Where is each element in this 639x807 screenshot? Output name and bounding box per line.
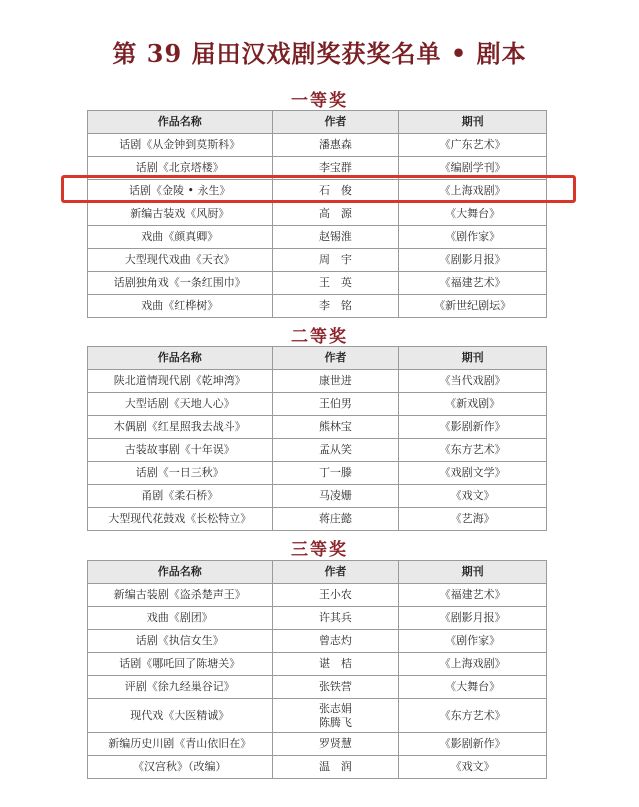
cell-work-title: 话剧《一日三秋》 [88,462,273,485]
cell-work-title: 戏曲《颜真卿》 [88,226,273,249]
cell-author: 赵锡淮 [272,226,399,249]
table-row [88,756,547,779]
table-row [88,630,547,653]
cell-work-title: 话剧独角戏《一条红围巾》 [88,272,273,295]
table-row [88,733,547,756]
column-header-author: 作者 [272,111,399,134]
cell-work-title: 古装故事剧《十年误》 [88,439,273,462]
cell-author: 王 英 [272,272,399,295]
cell-work-title: 大型话剧《天地人心》 [88,393,273,416]
table-row [88,370,547,393]
cell-journal: 《当代戏剧》 [399,370,547,393]
cell-journal: 《广东艺术》 [399,134,547,157]
cell-author: 温 润 [272,756,399,779]
cell-work-title: 戏曲《红桦树》 [88,295,273,318]
cell-work-title: 话剧《从金钟到莫斯科》 [88,134,273,157]
table-row [88,272,547,295]
cell-author: 王小农 [272,584,399,607]
cell-work-title: 新编历史川剧《青山依旧在》 [88,733,273,756]
cell-work-title: 评剧《徐九经巢谷记》 [88,676,273,699]
cell-work-title: 话剧《哪吒回了陈塘关》 [88,653,273,676]
cell-author: 罗贤慧 [272,733,399,756]
table-row [88,134,547,157]
table-row [88,699,547,733]
table-row [88,676,547,699]
cell-author: 丁一滕 [272,462,399,485]
cell-journal: 《戏剧文学》 [399,462,547,485]
section-title-first-prize: 一等奖 [291,91,348,111]
cell-author: 谌 桔 [272,653,399,676]
table-row [88,180,547,203]
section-title-third-prize: 三等奖 [291,540,348,560]
cell-author: 高 源 [272,203,399,226]
cell-journal: 《剧影月报》 [399,249,547,272]
cell-journal: 《新戏剧》 [399,393,547,416]
cell-author: 石 俊 [272,180,399,203]
cell-author: 李 铭 [272,295,399,318]
column-header-journal: 期刊 [399,347,547,370]
cell-author: 熊林宝 [272,416,399,439]
cell-author: 张铁营 [272,676,399,699]
table-row [88,508,547,531]
cell-work-title: 现代戏《大医精诚》 [88,699,273,733]
table-row [88,439,547,462]
cell-author: 李宝群 [272,157,399,180]
section-title-second-prize: 二等奖 [291,327,348,347]
cell-work-title: 陕北道情现代剧《乾坤湾》 [88,370,273,393]
table-row [88,485,547,508]
cell-journal: 《剧作家》 [399,226,547,249]
cell-journal: 《东方艺术》 [399,699,547,733]
column-header-author: 作者 [272,561,399,584]
cell-author: 潘惠森 [272,134,399,157]
table-row [88,584,547,607]
cell-journal: 《剧作家》 [399,630,547,653]
cell-journal: 《编剧学刊》 [399,157,547,180]
cell-journal: 《戏文》 [399,756,547,779]
table-row [88,416,547,439]
table-row [88,203,547,226]
cell-author: 马凌姗 [272,485,399,508]
table-row [88,462,547,485]
column-header-journal: 期刊 [399,561,547,584]
cell-journal: 《东方艺术》 [399,439,547,462]
table-row [88,653,547,676]
cell-work-title: 话剧《执信女生》 [88,630,273,653]
cell-work-title: 木偶剧《红星照我去战斗》 [88,416,273,439]
cell-author: 王伯男 [272,393,399,416]
cell-work-title: 话剧《北京塔楼》 [88,157,273,180]
cell-author: 蒋庄懿 [272,508,399,531]
cell-work-title: 新编古装戏《风厨》 [88,203,273,226]
table-row [88,607,547,630]
cell-author: 曾志灼 [272,630,399,653]
cell-work-title: 大型现代戏曲《天衣》 [88,249,273,272]
cell-journal: 《上海戏剧》 [399,180,547,203]
cell-journal: 《大舞台》 [399,676,547,699]
table-row [88,393,547,416]
second-prize-table [87,346,547,531]
column-header-author: 作者 [272,347,399,370]
page-title: 第 39 届田汉戏剧奖获奖名单 • 剧本 [112,39,527,68]
column-header-title: 作品名称 [88,111,273,134]
cell-journal: 《大舞台》 [399,203,547,226]
cell-journal: 《福建艺术》 [399,272,547,295]
cell-author: 周 宇 [272,249,399,272]
cell-work-title: 戏曲《剧团》 [88,607,273,630]
cell-author: 许其兵 [272,607,399,630]
cell-journal: 《影剧新作》 [399,416,547,439]
cell-work-title: 话剧《金陵 • 永生》 [88,180,273,203]
cell-journal: 《福建艺术》 [399,584,547,607]
table-row [88,157,547,180]
cell-work-title: 《汉宫秋》（改编） [88,756,273,779]
cell-journal: 《剧影月报》 [399,607,547,630]
cell-journal: 《艺海》 [399,508,547,531]
third-prize-table [87,560,547,779]
cell-author: 康世进 [272,370,399,393]
cell-work-title: 甬剧《柔石桥》 [88,485,273,508]
table-row [88,295,547,318]
cell-journal: 《影剧新作》 [399,733,547,756]
cell-work-title: 大型现代花鼓戏《长松特立》 [88,508,273,531]
table-row [88,249,547,272]
table-row [88,226,547,249]
column-header-title: 作品名称 [88,347,273,370]
first-prize-table [87,110,547,318]
cell-journal: 《戏文》 [399,485,547,508]
cell-author: 孟从笑 [272,439,399,462]
cell-work-title: 新编古装剧《盗杀楚声王》 [88,584,273,607]
column-header-title: 作品名称 [88,561,273,584]
cell-author: 张志娟 陈腾飞 [272,699,399,733]
cell-journal: 《上海戏剧》 [399,653,547,676]
cell-journal: 《新世纪剧坛》 [399,295,547,318]
column-header-journal: 期刊 [399,111,547,134]
